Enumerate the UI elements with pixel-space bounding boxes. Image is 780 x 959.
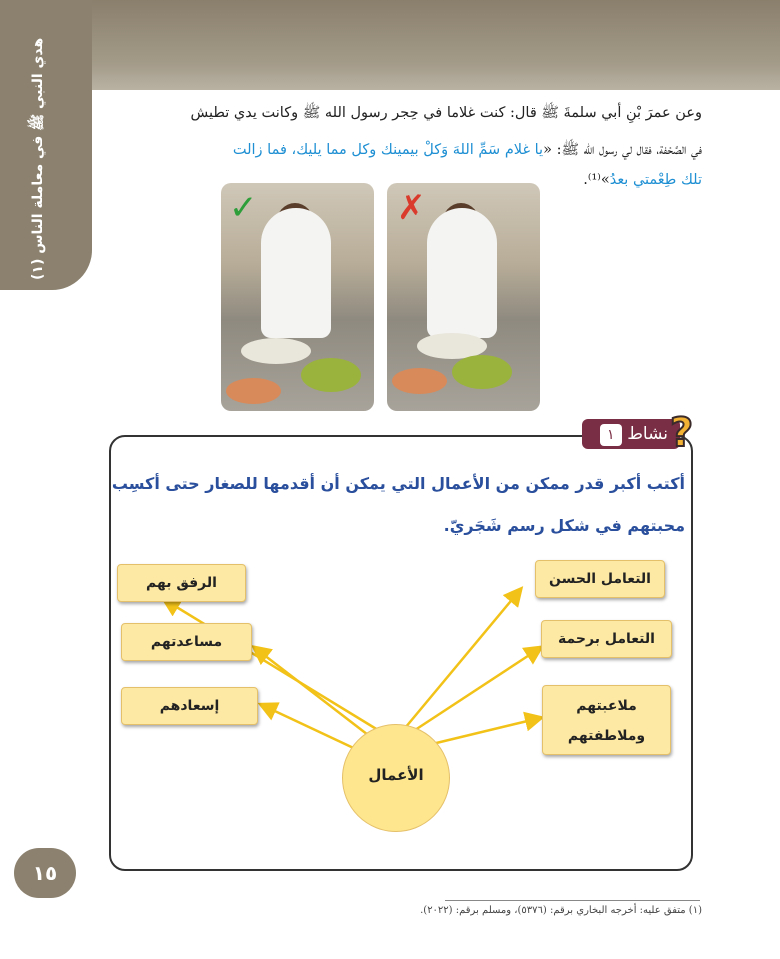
node-mercy: التعامل برحمة — [541, 620, 672, 658]
check-icon: ✓ — [229, 188, 258, 228]
page-number: ١٥ — [14, 848, 76, 898]
node-playing — [542, 685, 671, 755]
node-making-happy: إسعادهم — [121, 687, 258, 725]
hadith-line-3-end: »⁽¹⁾. — [583, 172, 610, 188]
tree-center-node: الأعمال — [342, 724, 450, 832]
hadith-line-2-plain: في الصَّحْفة، فقال لي رسول الله ﷺ: « — [543, 142, 702, 158]
node-kindness: الرفق بهم — [117, 564, 246, 602]
footnote-divider — [445, 900, 700, 901]
footnote: (١) متفق عليه: أخرجه البخاري برقم: (٥٣٧٦)، ومسلم برقم: (٢٠٢٢). — [420, 905, 702, 916]
node-good-treatment: التعامل الحسن — [535, 560, 665, 598]
activity-label: نشاط — [627, 424, 668, 444]
hadith-quote-part-1: يا غلام سَمِّ اللهَ وَكلْ بيمينك وكل مما يليك، فما زالت — [232, 142, 544, 158]
arrow-to-helping — [255, 648, 372, 738]
activity-number: ١ — [600, 424, 622, 446]
node-playing-line-2: وملاطفتهم — [567, 728, 646, 744]
chapter-title: هدي النبي ﷺ في معاملة الناس (١) — [30, 37, 46, 280]
node-helping: مساعدتهم — [121, 623, 252, 661]
hadith-line-1: وعن عمرَ بْنِ أبي سلمةَ ﷺ قال: كنت غلاما في حِجر رسول الله ﷺ وكانت يدي تطيش — [190, 105, 702, 121]
arrow-to-playing — [428, 718, 540, 745]
node-playing-line-1: ملاعبتهم — [576, 698, 637, 714]
activity-question-line-2: محبتهم في شكل رسم شَجَريّ. — [443, 516, 685, 535]
question-mark-icon: ? — [670, 410, 694, 456]
cross-icon: ✗ — [397, 188, 426, 228]
activity-question-line-1: أكتب أكبر قدر ممكن من الأعمال التي يمكن أن أقدمها للصغار حتى أكسِب — [111, 474, 685, 493]
hadith-quote-part-2: تلك طِعْمتي بعدُ — [609, 172, 702, 188]
arrow-to-good-treatment — [405, 590, 520, 728]
arrow-to-mercy — [412, 648, 540, 732]
